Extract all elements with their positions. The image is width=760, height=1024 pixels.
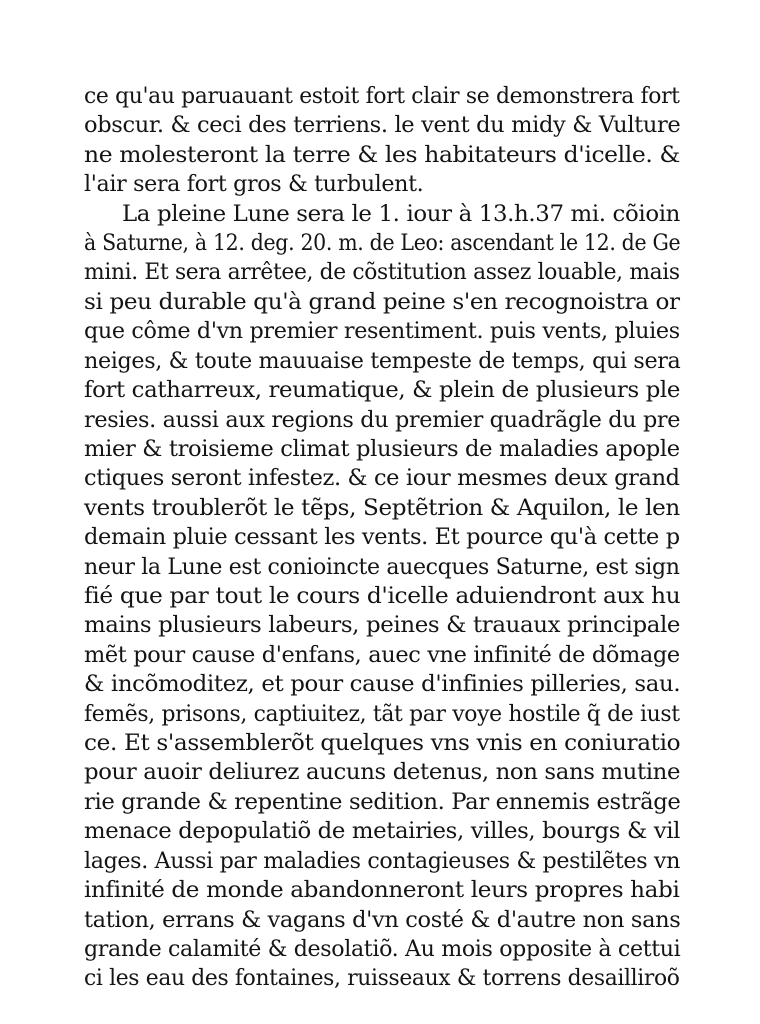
text-line: femẽs, prisons, captiuitez, tãt par voye hostile q̃ de iust xyxy=(84,701,680,727)
text-line: fort catharreux, reumatique, & plein de plusieurs ple xyxy=(84,377,681,403)
text-block xyxy=(84,80,684,991)
text-line: à Saturne, à 12. deg. 20. m. de Leo: ascendant le 12. de Ge xyxy=(84,230,681,256)
text-line: si peu durable qu'à grand peine s'en recognoistra or xyxy=(84,289,680,315)
text-line: menace depopulatiõ de metairies, villes, bourgs & vil xyxy=(84,818,681,844)
text-line: ctiques seront infestez. & ce iour mesmes deux grand xyxy=(84,465,680,491)
text-line: lages. Aussi par maladies contagieuses & pestilẽtes vn xyxy=(84,848,680,874)
text-line: rie grande & repentine sedition. Par ennemis estrãge xyxy=(84,789,681,815)
text-line: & incõmoditez, et pour cause d'infinies pilleries, sau. xyxy=(84,671,681,697)
text-line: pour auoir deliurez aucuns detenus, non sans mutine xyxy=(84,759,681,785)
text-line: que côme d'vn premier resentiment. puis vents, pluies xyxy=(84,318,680,344)
text-line: mẽt pour cause d'enfans, auec vne infinité de dõmage xyxy=(84,642,680,668)
text-line: mains plusieurs labeurs, peines & trauaux principale xyxy=(84,612,681,638)
text-line: vents troublerõt le tẽps, Septẽtrion & Aquilon, le len xyxy=(84,495,680,521)
text-line: ce. Et s'assemblerõt quelques vns vnis en coniuratio xyxy=(84,730,681,756)
text-line: mier & troisieme climat plusieurs de maladies apople xyxy=(84,436,680,462)
text-line: ce qu'au paruauant estoit fort clair se demonstrera fort xyxy=(84,83,680,109)
text-line: neur la Lune est conioincte auecques Saturne, est sign xyxy=(84,554,680,580)
text-line: La pleine Lune sera le 1. iour à 13.h.37 mi. cõioin xyxy=(122,201,681,227)
text-line: mini. Et sera arrêtee, de cõstitution assez louable, mais xyxy=(84,259,680,285)
text-line: neiges, & toute mauuaise tempeste de temps, qui sera xyxy=(84,348,681,374)
text-line: tation, errans & vagans d'vn costé & d'autre non sans xyxy=(84,907,681,933)
text-line: fié que par tout le cours d'icelle aduiendront aux hu xyxy=(84,583,681,609)
text-line: obscur. & ceci des terriens. le vent du midy & Vulture xyxy=(84,112,681,138)
text-line: l'air sera fort gros & turbulent. xyxy=(84,171,424,197)
text-line: ci les eau des fontaines, ruisseaux & torrens desailliroõ xyxy=(84,965,680,991)
text-line: ne molesteront la terre & les habitateurs d'icelle. & xyxy=(84,142,680,168)
text-line: resies. aussi aux regions du premier quadrãgle du pre xyxy=(84,407,681,433)
text-line: demain pluie cessant les vents. Et pource qu'à cette p xyxy=(84,524,680,550)
text-line: infinité de monde abandonneront leurs propres habi xyxy=(84,877,680,903)
text-line: grande calamité & desolatiõ. Au mois opposite à cettui xyxy=(84,936,681,962)
